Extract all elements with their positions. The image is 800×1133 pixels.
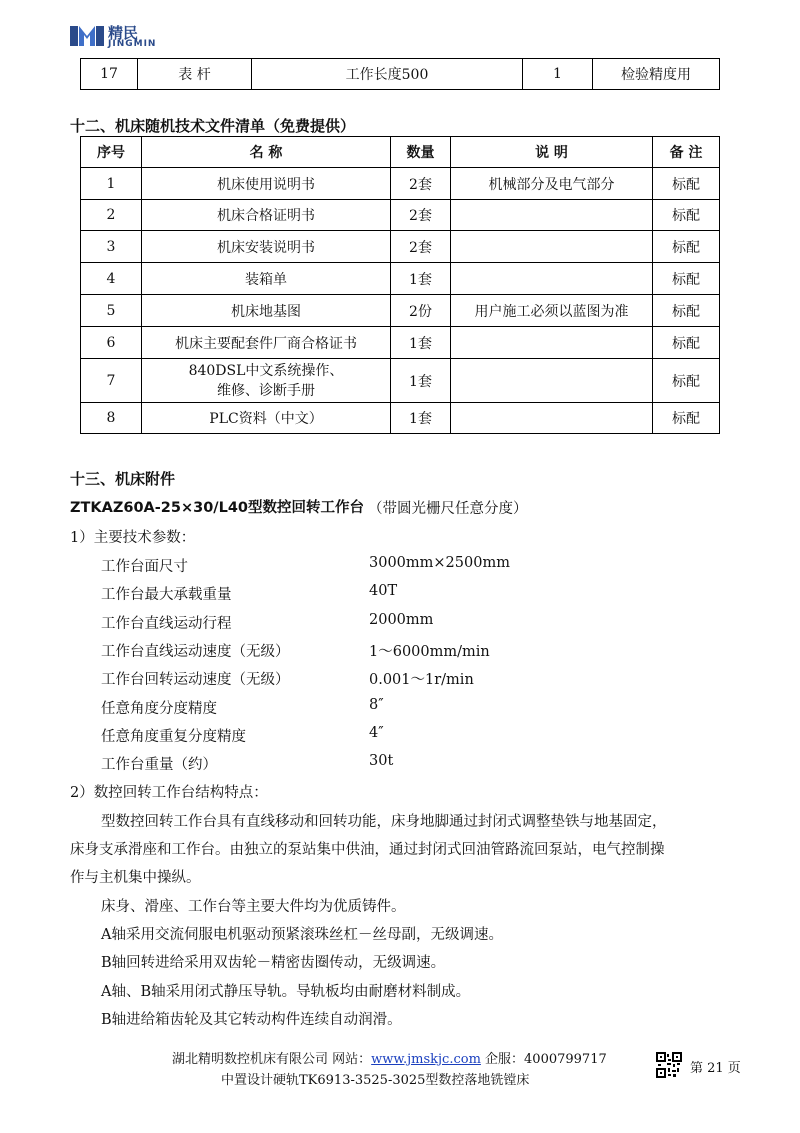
param-value: 8″ [369,697,384,713]
col-header: 序号 [81,137,142,168]
cell [451,263,653,295]
cell: 3 [81,231,142,263]
param-label: 工作台重量（约） [101,757,217,773]
table-row [81,263,720,295]
cell: 标配 [653,168,720,200]
cell: 2套 [391,231,451,263]
cell: 1套 [391,359,451,403]
param-value: 30t [369,753,394,769]
logo-english: JINGMIN [108,39,157,49]
footer-line1 [172,1048,607,1067]
top-row-cell: 表 杆 [138,59,252,90]
footer-line2: 中置设计硬轨TK6913-3525-3025型数控落地铣镗床 [221,1073,530,1088]
feature-line: B轴回转进给采用双齿轮－精密齿圈传动，无级调速。 [101,955,446,971]
col-header: 备 注 [653,137,720,168]
param-label: 任意角度重复分度精度 [101,729,246,745]
feature-line: 床身、滑座、工作台等主要大件均为优质铸件。 [101,899,406,915]
previous-table-last-row [80,58,720,90]
section12-title: 十二、机床随机技术文件清单（免费提供） [70,117,356,135]
logo-chinese: 精民 [108,24,139,42]
cell: 2份 [391,295,451,327]
rotary-table-note: （带圆光栅尺任意分度） [368,501,528,517]
cell: 机床主要配套件厂商合格证书 [142,327,391,359]
params-heading: 1）主要技术参数： [70,530,196,546]
cell: 2 [81,200,142,231]
cell: 840DSL中文系统操作、 维修、诊断手册 [142,359,391,403]
table-row [81,359,720,403]
top-row-cell: 检验精度用 [593,59,720,90]
cell [451,231,653,263]
cell: 标配 [653,263,720,295]
param-value: 3000mm×2500mm [369,555,510,571]
param-label: 工作台面尺寸 [101,559,188,575]
footer-phone: 企服：4000799717 [480,1052,607,1067]
cell: 标配 [653,403,720,434]
cell: 机床合格证明书 [142,200,391,231]
cell: 机械部分及电气部分 [451,168,653,200]
footer-company: 湖北精明数控机床有限公司 网站： [172,1052,372,1067]
qr-code-icon [656,1052,682,1078]
cell: 标配 [653,295,720,327]
cell: 2套 [391,168,451,200]
section13-title: 十三、机床附件 [70,470,176,488]
cell: 标配 [653,231,720,263]
param-label: 工作台直线运动行程 [101,616,232,632]
cell: 用户施工必须以蓝图为准 [451,295,653,327]
logo-mark-icon [70,22,104,50]
param-label: 任意角度分度精度 [101,701,217,717]
cell: 机床使用说明书 [142,168,391,200]
param-label: 工作台最大承载重量 [101,587,232,603]
param-value: 40T [369,583,398,599]
company-logo [70,22,180,52]
col-header: 说 明 [451,137,653,168]
table-row [81,231,720,263]
cell: 8 [81,403,142,434]
feature-line: B轴进给箱齿轮及其它转动构件连续自动润滑。 [101,1012,402,1028]
cell: 标配 [653,327,720,359]
table-row [81,168,720,200]
col-header: 数量 [391,137,451,168]
top-row-cell: 1 [523,59,593,90]
col-header: 名 称 [142,137,391,168]
feature-line: A轴、B轴采用闭式静压导轨。导轨板均由耐磨材料制成。 [101,984,471,1000]
document-list-table [80,136,720,434]
cell: 1 [81,168,142,200]
param-value: 2000mm [369,612,434,628]
cell [451,359,653,403]
param-value: 4″ [369,725,384,741]
cell: 装箱单 [142,263,391,295]
cell: 机床地基图 [142,295,391,327]
table-row [81,403,720,434]
param-label: 工作台回转运动速度（无级） [101,672,290,688]
cell: 7 [81,359,142,403]
feature-line: A轴采用交流伺服电机驱动预紧滚珠丝杠－丝母副，无级调速。 [101,927,503,943]
top-row-cell: 工作长度500 [252,59,523,90]
rotary-table-model: ZTKAZ60A-25×30/L40型数控回转工作台 [70,500,365,516]
table-row [81,295,720,327]
table-row [81,200,720,231]
cell: 2套 [391,200,451,231]
cell: 1套 [391,403,451,434]
table-row [81,327,720,359]
page-number: 第 21 页 [690,1061,741,1076]
table-header-row [81,137,720,168]
cell [451,327,653,359]
cell: 5 [81,295,142,327]
cell [451,200,653,231]
top-row-cell: 17 [81,59,138,90]
paragraph-line: 型数控回转工作台具有直线移动和回转功能，床身地脚通过封闭式调整垫铁与地基固定， [101,814,667,830]
cell: PLC资料（中文） [142,403,391,434]
cell: 6 [81,327,142,359]
param-value: 1～6000mm/min [369,644,490,660]
paragraph-line: 作与主机集中操纵。 [70,870,201,886]
cell: 4 [81,263,142,295]
cell: 1套 [391,263,451,295]
cell: 1套 [391,327,451,359]
paragraph-line: 床身支承滑座和工作台。由独立的泵站集中供油，通过封闭式回油管路流回泵站，电气控制操 [70,842,665,858]
param-value: 0.001～1r/min [369,672,474,688]
features-heading: 2）数控回转工作台结构特点： [70,785,268,801]
cell: 标配 [653,359,720,403]
cell: 机床安装说明书 [142,231,391,263]
param-label: 工作台直线运动速度（无级） [101,644,290,660]
cell [451,403,653,434]
cell: 标配 [653,200,720,231]
footer-website-link[interactable]: www.jmskjc.com [371,1052,481,1067]
